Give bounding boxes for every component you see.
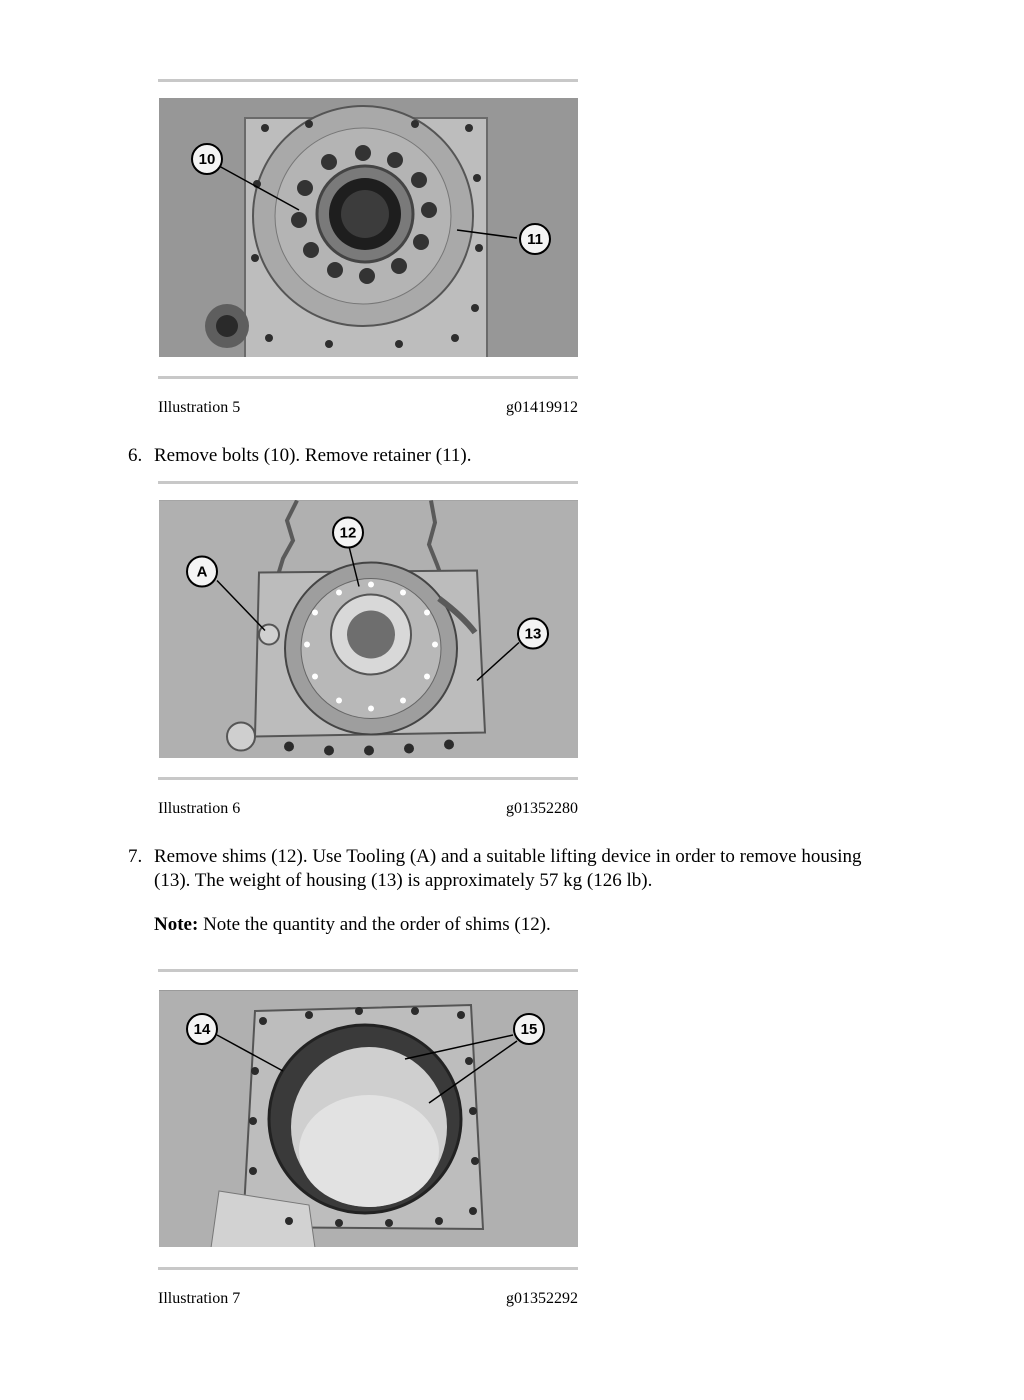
illustration-7-photo [159, 990, 578, 1247]
note-text: Note the quantity and the order of shims (12). [203, 914, 551, 935]
callout-11 [520, 224, 550, 254]
callout-10 [192, 144, 222, 174]
figure-bottom-rule [158, 777, 578, 780]
callout-14 [187, 1014, 217, 1044]
illustration-6-photo [159, 500, 578, 758]
callout-12 [333, 518, 363, 548]
graphic-id: g01352292 [506, 1290, 578, 1307]
housing-lift-photo-svg [159, 500, 578, 758]
illustration-6-caption [158, 800, 578, 818]
callout-A [187, 557, 217, 587]
illustration-label: Illustration 7 [158, 1290, 241, 1307]
step-6 [128, 444, 888, 468]
step-number: 7. [128, 846, 143, 867]
figure-top-rule [158, 481, 578, 484]
illustration-label: Illustration 6 [158, 800, 241, 817]
callout-A-label: A [196, 563, 208, 581]
callout-14-label: 14 [193, 1021, 211, 1038]
callout-13 [518, 619, 548, 649]
illustration-5-caption [158, 399, 578, 417]
figure-top-rule [158, 79, 578, 82]
step-text: Remove bolts (10). Remove retainer (11). [154, 445, 472, 466]
figure-bottom-rule [158, 1267, 578, 1270]
callout-15-label: 15 [520, 1021, 538, 1038]
retainer-photo-svg [159, 98, 578, 357]
step-number: 6. [128, 445, 143, 466]
callout-15 [514, 1014, 544, 1044]
callout-10-label: 10 [198, 151, 216, 168]
step-text: Remove shims (12). Use Tooling (A) and a suitable lifting device in order to remove housing (13). The weight of housing (13) is approximately 57 kg (126 lb). [154, 846, 862, 891]
illustration-label: Illustration 5 [158, 399, 241, 416]
graphic-id: g01419912 [506, 399, 578, 416]
figure-top-rule [158, 969, 578, 972]
note [154, 913, 894, 937]
graphic-id: g01352280 [506, 800, 578, 817]
step-7 [128, 845, 888, 893]
callout-13-label: 13 [524, 625, 542, 643]
callout-11-label: 11 [527, 231, 543, 248]
callout-12-label: 12 [339, 524, 357, 542]
illustration-5-photo [159, 98, 578, 357]
illustration-7-caption [158, 1290, 578, 1308]
note-label: Note: [154, 914, 199, 935]
figure-bottom-rule [158, 376, 578, 379]
housing-bore-photo-svg [159, 990, 578, 1247]
